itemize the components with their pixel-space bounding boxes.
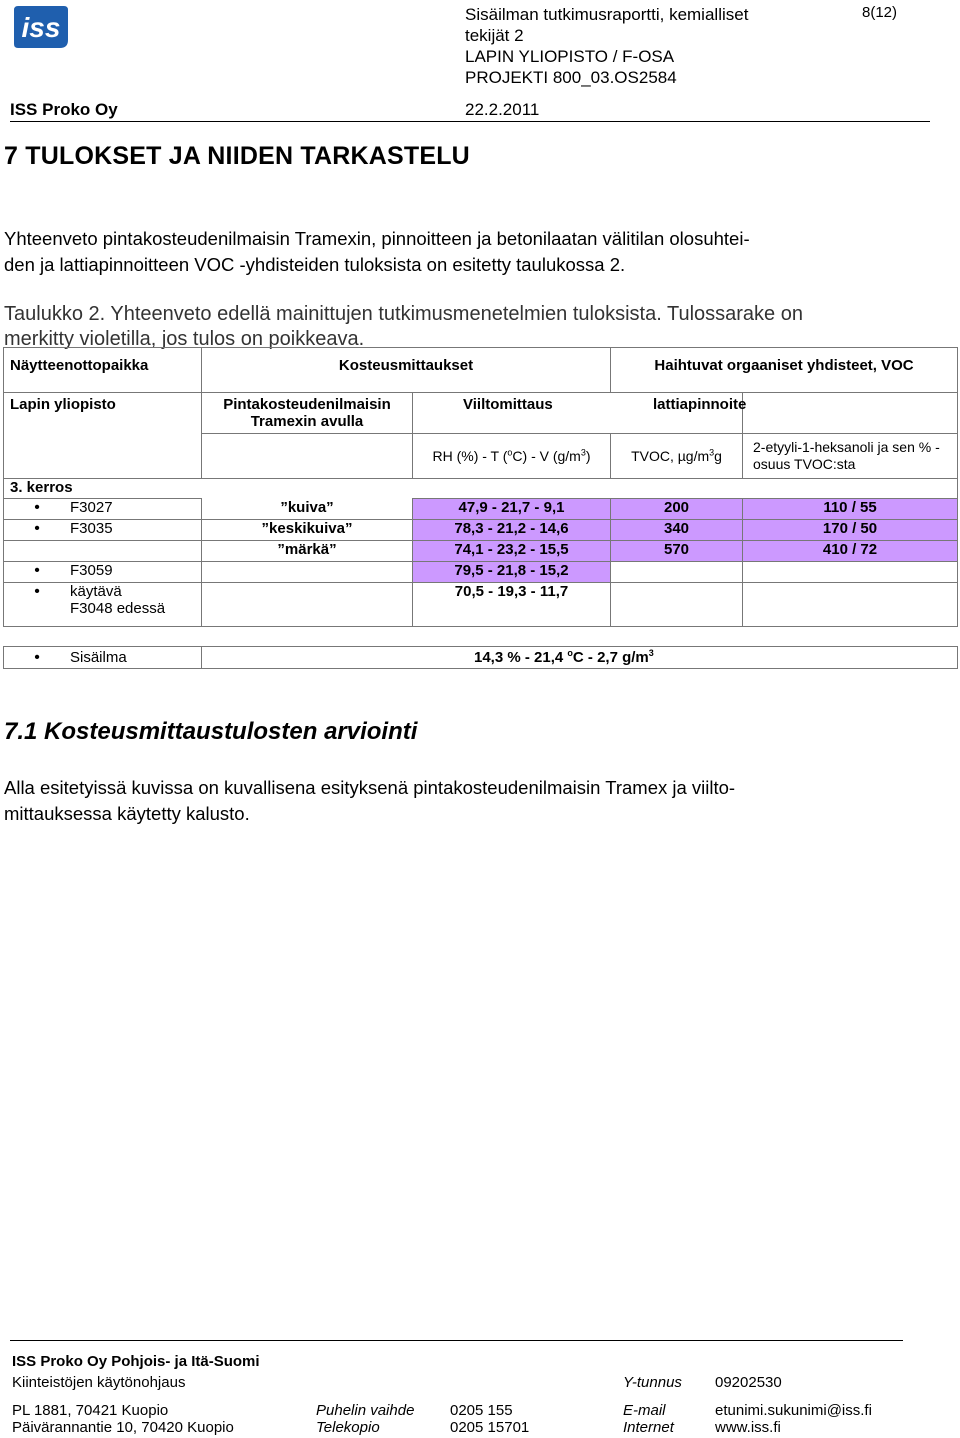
bullet-icon (4, 562, 70, 580)
row-rh-t-v: 74,1 - 23,2 - 15,5 (413, 541, 611, 562)
table-spacer (4, 627, 958, 647)
row-site: •F3035 (4, 520, 202, 541)
row-ethylhexanol: 110 / 55 (743, 499, 958, 520)
unit-rh-t-v: RH (%) - T ($^o$C) - V $(g/m^3)$ (413, 434, 611, 479)
results-table (3, 347, 958, 669)
row-site: •F3059 (4, 562, 202, 583)
caption-line: merkitty violetilla, jos tulos on poikkeava. (4, 328, 365, 350)
unit-tvoc: TVOC, $\mu g/m^3g$ (611, 434, 743, 479)
floor-label: 3. kerros (4, 479, 202, 499)
report-title-line: LAPIN YLIOPISTO / F-OSA (465, 47, 675, 66)
indoor-air-value: 14,3 % - 21,4 $^o$C - 2,7 $g/m^3$ (202, 647, 958, 669)
row-tvoc: 340 (611, 520, 743, 541)
footer-phone: 0205 155 (450, 1402, 513, 1419)
footer-divider (10, 1340, 903, 1341)
row-ethylhexanol (743, 583, 958, 627)
row-tvoc: 570 (611, 541, 743, 562)
bullet-icon (4, 520, 70, 538)
footer-address2: Päivärannantie 10, 70420 Kuopio (12, 1419, 234, 1436)
table-row (4, 520, 958, 541)
tramex-unit-cell (202, 434, 413, 479)
coating-header: lattiapinnoite (743, 393, 958, 434)
footer-web-label: Internet (623, 1419, 674, 1436)
report-title (465, 4, 825, 88)
report-date: 22.2.2011 (465, 100, 540, 119)
iss-logo (12, 4, 70, 50)
subsection-line: mittauksessa käytetty kalusto. (4, 803, 250, 824)
subsection-line: Alla esitetyissä kuvissa on kuvallisena esityksenä pintakosteudenilmaisin Tramex ja viilto- (4, 777, 736, 798)
row-site: • käytävä F3048 edessä (4, 583, 202, 627)
row-site: •F3027 (4, 499, 202, 520)
company-name: ISS Proko Oy (10, 100, 118, 119)
footer-address1: PL 1881, 70421 Kuopio (12, 1402, 169, 1419)
row-ethylhexanol (743, 562, 958, 583)
header-voc: Haihtuvat orgaaniset yhdisteet, VOC (611, 348, 958, 393)
footer-fax-label: Telekopio (316, 1419, 380, 1436)
indoor-air-label: •Sisäilma (4, 647, 202, 669)
indoor-air-row (4, 647, 958, 669)
section-heading: 7 TULOKSET JA NIIDEN TARKASTELU (4, 142, 470, 170)
row-rh-t-v: 70,5 - 19,3 - 11,7 (413, 583, 611, 627)
table-row (4, 583, 958, 627)
floor-row-spacer (202, 479, 958, 499)
row-rh-t-v: 78,3 - 21,2 - 14,6 (413, 520, 611, 541)
footer-web-link[interactable]: www.iss.fi (715, 1419, 781, 1436)
table-caption (4, 302, 944, 352)
site-label: Lapin yliopisto (4, 393, 202, 479)
report-title-line: PROJEKTI 800_03.OS2584 (465, 68, 677, 87)
table-row (4, 541, 958, 562)
footer-email-label: E-mail (623, 1402, 666, 1419)
row-ethylhexanol: 410 / 72 (743, 541, 958, 562)
bullet-icon (4, 649, 70, 667)
footer-ytunnus: 09202530 (715, 1374, 782, 1391)
row-tramex: ”keskikuiva” (202, 520, 413, 541)
row-rh-t-v: 79,5 - 21,8 - 15,2 (413, 562, 611, 583)
row-ethylhexanol: 170 / 50 (743, 520, 958, 541)
intro-paragraph (4, 226, 914, 278)
footer-fax: 0205 15701 (450, 1419, 530, 1436)
row-tvoc (611, 583, 743, 627)
tramex-header: Pintakosteudenilmaisin Tramexin avulla (202, 393, 413, 434)
subsection-paragraph (4, 775, 914, 827)
footer-org: ISS Proko Oy Pohjois- ja Itä-Suomi (12, 1353, 260, 1370)
header-sampling-site: Näytteenottopaikka (4, 348, 202, 393)
page-number: 8(12) (862, 4, 898, 21)
row-tramex (202, 562, 413, 583)
report-title-line: Sisäilman tutkimusraportti, kemialliset (465, 5, 749, 24)
row-tvoc (611, 562, 743, 583)
footer-email-link[interactable]: etunimi.sukunimi@iss.fi (715, 1402, 872, 1419)
row-tvoc: 200 (611, 499, 743, 520)
row-rh-t-v: 47,9 - 21,7 - 9,1 (413, 499, 611, 520)
unit-ethylhexanol: 2-etyyli-1-heksanoli ja sen % -osuus TVOC:sta (743, 434, 958, 479)
intro-line: Yhteenveto pintakosteudenilmaisin Tramexin, pinnoitteen ja betonilaatan välitilan olosuhtei- (4, 228, 750, 249)
svg-text:iss: iss (21, 12, 61, 43)
footer-dept: Kiinteistöjen käytönohjaus (12, 1374, 186, 1391)
row-tramex: ”kuiva” (202, 499, 413, 520)
row-tramex (202, 583, 413, 627)
report-title-line: tekijät 2 (465, 26, 524, 45)
footer-ytunnus-label: Y-tunnus (623, 1374, 682, 1391)
bullet-icon (4, 499, 70, 517)
header-moisture: Kosteusmittaukset (202, 348, 611, 393)
subsection-heading: 7.1 Kosteusmittaustulosten arviointi (4, 718, 418, 745)
row-tramex: ”märkä” (202, 541, 413, 562)
intro-line: den ja lattiapinnoitteen VOC -yhdisteiden tuloksista on esitetty taulukossa 2. (4, 254, 626, 275)
header-divider (10, 121, 930, 122)
table-row (4, 562, 958, 583)
caption-line: Taulukko 2. Yhteenveto edellä mainittujen tutkimusmenetelmien tuloksista. Tulossarake on (4, 303, 803, 325)
footer-phone-label: Puhelin vaihde (316, 1402, 415, 1419)
cut-measurement-header: Viiltomittaus (413, 393, 743, 434)
table-row (4, 499, 958, 520)
row-site (4, 541, 202, 562)
bullet-icon (4, 583, 70, 601)
